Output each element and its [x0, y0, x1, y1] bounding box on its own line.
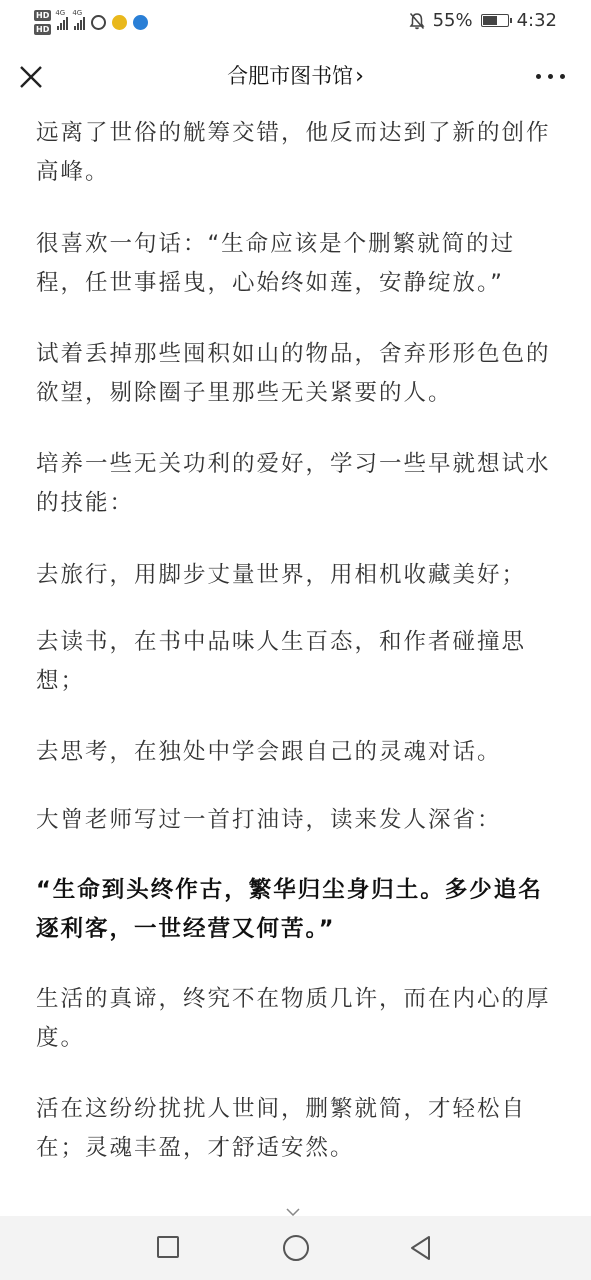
article-paragraph-7: 去思考，在独处中学会跟自己的灵魂对话。 [36, 739, 502, 765]
circle-icon[interactable] [283, 1235, 309, 1261]
account-title-link[interactable] [0, 60, 591, 90]
article-paragraph-2: 很喜欢一句话：“生命应该是个删繁就简的过程，任世事摇曳，心始终如莲，安静绽放。” [36, 231, 516, 296]
hd-indicators [34, 10, 51, 35]
clock: 4:32 [516, 10, 557, 31]
hd-badge-2: HD [36, 24, 50, 34]
article-paragraph-11: 活在这纷纷扰扰人世间，删繁就简，才轻松自在；灵魂丰盈，才舒适安然。 [36, 1096, 527, 1161]
page-title: 合肥市图书馆 [227, 64, 354, 88]
app-notification-icon [91, 15, 106, 30]
article-paragraph-3: 试着丢掉那些囤积如山的物品，舍弃形形色色的欲望，剔除圈子里那些无关紧要的人。 [36, 341, 551, 406]
article-paragraph-10: 生活的真谛，终究不在物质几许，而在内心的厚度。 [36, 986, 551, 1051]
more-options-icon[interactable] [536, 74, 565, 79]
status-left [34, 5, 148, 39]
mute-bell-icon [409, 12, 425, 30]
yellow-app-icon [112, 15, 127, 30]
blue-app-icon [133, 15, 148, 30]
chevron-right-icon: › [355, 64, 364, 89]
article-paragraph-6: 去读书，在书中品味人生百态，和作者碰撞思想； [36, 629, 527, 694]
article-paragraph-4: 培养一些无关功利的爱好，学习一些早就想试水的技能： [36, 451, 551, 516]
network-type-1: 4G [55, 9, 66, 17]
pull-down-arrow-icon [286, 1208, 300, 1216]
signal-icon-1 [55, 9, 68, 30]
network-type-2: 4G [72, 9, 83, 17]
title-bar [0, 44, 591, 110]
system-nav-bar [0, 1216, 591, 1280]
triangle-back-icon[interactable] [407, 1234, 435, 1262]
signal-icon-2 [72, 9, 85, 30]
article-paragraph-8: 大曾老师写过一首打油诗，读来发人深省： [36, 807, 502, 833]
article-paragraph-5: 去旅行，用脚步丈量世界，用相机收藏美好； [36, 562, 527, 588]
status-bar [0, 0, 591, 44]
article-quote: “生命到头终作古，繁华归尘身归土。多少追名逐利客，一世经营又何苦。” [36, 877, 543, 942]
hd-badge-1: HD [36, 10, 50, 20]
square-icon[interactable] [157, 1236, 179, 1258]
status-right [409, 10, 557, 31]
article-paragraph-1: 远离了世俗的觥筹交错，他反而达到了新的创作高峰。 [36, 120, 551, 185]
battery-icon [481, 14, 509, 27]
battery-percent: 55% [432, 10, 473, 31]
